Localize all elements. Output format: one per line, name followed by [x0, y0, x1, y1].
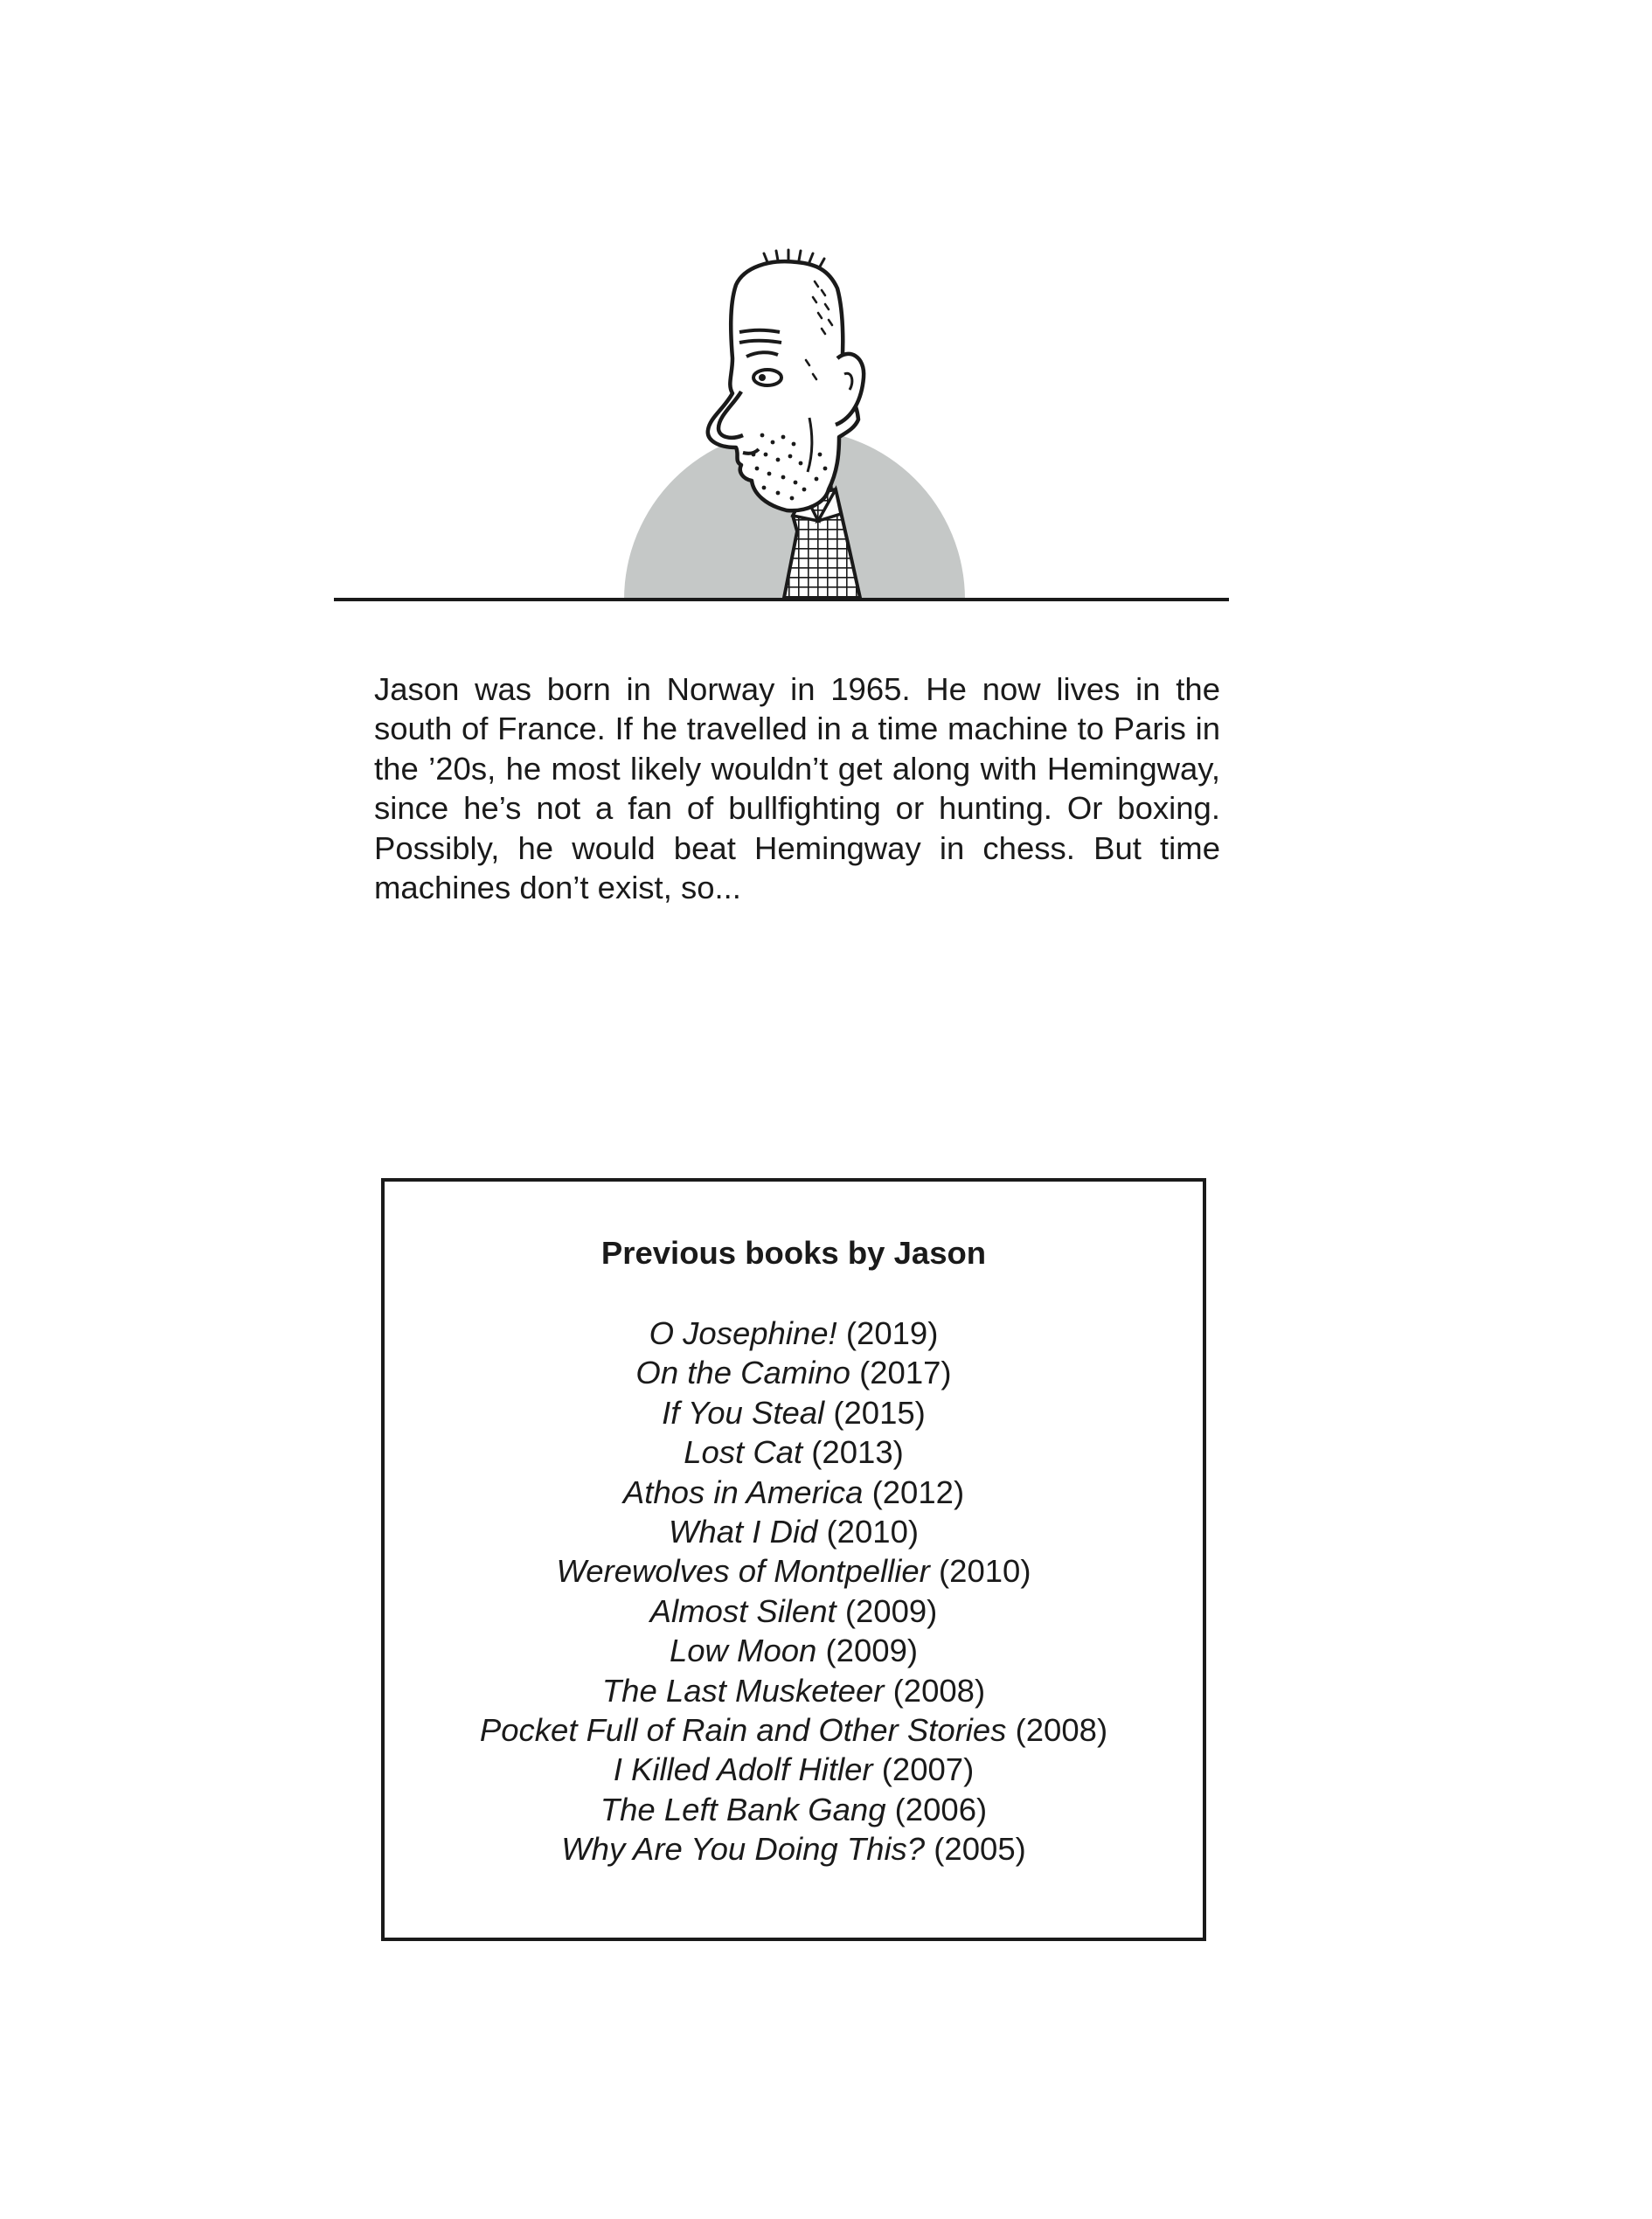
book-title: O Josephine! — [649, 1315, 837, 1351]
book-year: (2015) — [833, 1394, 926, 1431]
list-item — [385, 1631, 1203, 1670]
book-title: Werewolves of Montpellier — [556, 1553, 930, 1590]
book-year: (2010) — [826, 1514, 920, 1550]
list-item — [385, 1432, 1203, 1472]
list-item — [385, 1710, 1203, 1750]
previous-books-box — [381, 1178, 1206, 1941]
book-title: The Left Bank Gang — [600, 1791, 886, 1827]
book-title: If You Steal — [662, 1394, 825, 1431]
book-year: (2017) — [859, 1355, 952, 1391]
previous-books-list — [385, 1314, 1203, 1869]
book-year: (2006) — [894, 1791, 988, 1827]
book-title: Lost Cat — [684, 1434, 803, 1471]
list-item — [385, 1314, 1203, 1353]
book-title: I Killed Adolf Hitler — [613, 1751, 873, 1788]
list-item — [385, 1551, 1203, 1591]
book-year: (2007) — [881, 1751, 975, 1788]
list-item — [385, 1790, 1203, 1829]
author-portrait — [332, 236, 1241, 614]
book-year: (2013) — [811, 1434, 904, 1471]
book-title: Pocket Full of Rain and Other Stories — [479, 1712, 1007, 1749]
book-year: (2010) — [939, 1553, 1031, 1590]
list-item — [385, 1393, 1203, 1432]
book-title: Why Are You Doing This? — [561, 1831, 926, 1868]
list-item — [385, 1591, 1203, 1631]
book-year: (2012) — [871, 1474, 965, 1510]
book-year: (2009) — [844, 1592, 938, 1629]
list-item — [385, 1750, 1203, 1789]
book-year: (2019) — [845, 1315, 939, 1351]
list-item — [385, 1829, 1203, 1869]
book-title: On the Camino — [635, 1355, 850, 1391]
book-year: (2009) — [825, 1633, 919, 1669]
author-bio: Jason was born in Norway in 1965. He now lives in the south of France. If he travelled in a time machine to Paris in the ’20s, he most likely wouldn’t get along with Hemingway, since he’s not a fan of bullfighting or hunting. Or boxing. Possibly, he would beat Hemingway in chess. But time machines don’t exist, so... — [374, 671, 1220, 906]
book-year: (2008) — [1015, 1712, 1108, 1749]
book-title: Athos in America — [622, 1474, 864, 1510]
list-item — [385, 1512, 1203, 1551]
book-year: (2005) — [934, 1831, 1026, 1868]
list-item — [385, 1671, 1203, 1710]
book-title: What I Did — [668, 1514, 818, 1550]
eye — [753, 370, 781, 385]
previous-books-heading: Previous books by Jason — [600, 1235, 987, 1271]
book-title: The Last Musketeer — [601, 1672, 885, 1709]
list-item — [385, 1473, 1203, 1512]
book-year: (2008) — [892, 1672, 986, 1709]
book-title: Almost Silent — [649, 1592, 836, 1629]
list-item — [385, 1353, 1203, 1392]
book-title: Low Moon — [669, 1633, 817, 1669]
